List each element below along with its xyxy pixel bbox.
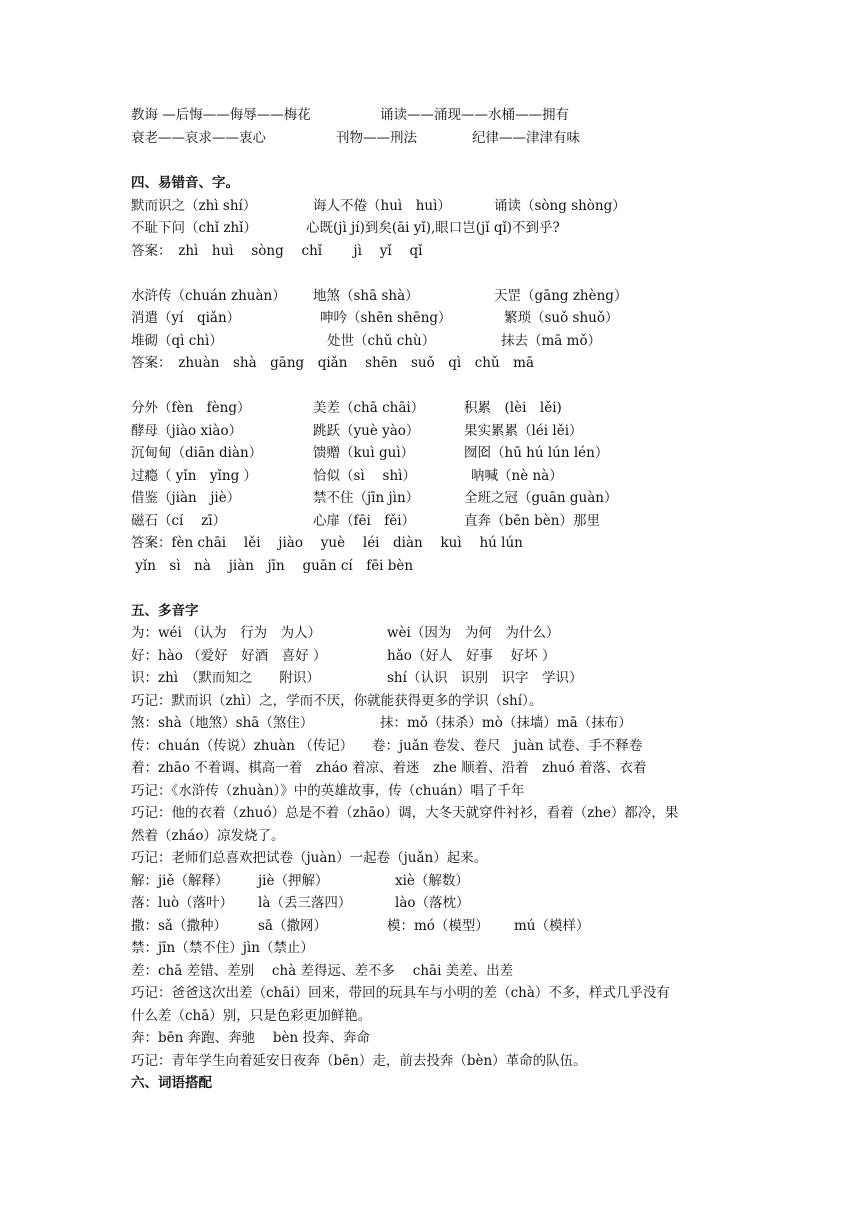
word-chain: 诵读——涌现——水桶——拥有 [380, 107, 569, 123]
pinyin-item: 过瘾（ yǐn yǐng ） [131, 468, 258, 484]
pinyin-item: 恰似（sì shì） [313, 468, 416, 484]
pinyin-row [131, 307, 619, 329]
polyphone-item: 煞：shà（地煞）shā（煞住） [131, 715, 314, 731]
polyphone-item: 传：chuán（传说）zhuàn （传记） [131, 738, 354, 754]
pinyin-item: 囫囵（hū hú lún lén） [464, 445, 609, 461]
polyphone-item: 识：zhì （默而知之 附识） [131, 670, 320, 686]
pinyin-item: 心扉（fēi fěi） [313, 513, 416, 529]
pinyin-row [131, 397, 562, 419]
pinyin-row [131, 195, 626, 217]
pinyin-item: 地煞（shā shà） [313, 288, 419, 304]
mnemonic-line: 巧记：老师们总喜欢把试卷（juàn）一起卷（juǎn）起来。 [131, 850, 488, 866]
polyphone-item: jiè（押解） [258, 873, 329, 889]
section-heading: 六、词语搭配 [131, 1075, 212, 1091]
polyphone-item: 卷：juǎn 卷发、卷尺 juàn 试卷、手不释卷 [372, 738, 643, 754]
polyphone-row [131, 915, 590, 937]
word-chain: 纪律——津津有味 [472, 130, 580, 146]
polyphone-item: 抹：mǒ（抹杀）mò（抹墙）mā（抹布） [380, 715, 632, 731]
mnemonic-line: 巧记：《水浒传（zhuàn）》中的英雄故事，传（chuán）唱了千年 [131, 783, 525, 799]
pinyin-item: 积累 (lèi lěi) [464, 400, 562, 416]
polyphone-row [131, 735, 643, 757]
pinyin-item: 不耻下问（chǐ zhǐ） [131, 220, 257, 236]
answer-line: 答案：fèn chāi lěi jiào yuè léi diàn kuì hú lún [131, 535, 523, 551]
polyphone-row [131, 667, 583, 689]
word-chain: 教诲 —后悔——侮辱——梅花 [131, 107, 311, 123]
pinyin-row [131, 285, 628, 307]
pinyin-item: 诵读（sòng shòng） [494, 198, 626, 214]
pinyin-row [131, 465, 563, 487]
word-chain: 衰老——哀求——衷心 [131, 130, 266, 146]
pinyin-row [131, 442, 609, 464]
polyphone-item: shí（认识 识别 识字 学识） [387, 670, 583, 686]
pinyin-item: 馈赠（kuì guì） [313, 445, 415, 461]
mnemonic-line: 然着（zháo）凉发烧了。 [131, 828, 285, 844]
polyphone-item: sā（撒网） [258, 918, 327, 934]
pinyin-item: 分外（fèn fèng） [131, 400, 251, 416]
pinyin-item: 默而识之（zhì shí） [131, 198, 257, 214]
pinyin-item: 天罡（gāng zhèng） [494, 288, 628, 304]
polyphone-row [131, 870, 469, 892]
polyphone-item: hǎo（好人 好事 好坏 ） [387, 648, 556, 664]
polyphone-line: 禁：jīn（禁不住）jìn（禁止） [131, 940, 314, 956]
pinyin-row [131, 510, 600, 532]
pinyin-item: 处世（chǔ chù） [327, 333, 436, 349]
polyphone-item: 为：wéi （认为 行为 为人） [131, 625, 322, 641]
polyphone-item: 模：mó（模型） [387, 918, 489, 934]
pinyin-row [131, 420, 583, 442]
answer-line: yǐn sì nà jiàn jīn guān cí fēi bèn [131, 558, 414, 574]
polyphone-item: xiè（解数） [395, 873, 469, 889]
pinyin-item: 水浒传（chuán zhuàn） [131, 288, 286, 304]
pinyin-item: 心既(jì jí)到矣(āi yǐ),眼口岂(jǐ qǐ)不到乎? [306, 220, 560, 236]
polyphone-item: 落：luò（落叶） [131, 895, 234, 911]
pinyin-row [131, 487, 618, 509]
polyphone-row [131, 892, 470, 914]
section-heading: 四、易错音、字。 [131, 175, 239, 191]
pinyin-item: 沉甸甸（diān diàn） [131, 445, 263, 461]
mnemonic-line: 巧记：默而识（zhì）之，学而不厌，你就能获得更多的学识（shí）。 [131, 693, 543, 709]
mnemonic-line: 什么差（chā）别，只是色彩更加鲜艳。 [131, 1008, 372, 1024]
mnemonic-line: 巧记：青年学生向着延安日夜奔（bēn）走，前去投奔（bèn）革命的队伍。 [131, 1053, 587, 1069]
pinyin-item: 酵母（jiào xiào） [131, 423, 243, 439]
polyphone-item: là（丢三落四） [258, 895, 352, 911]
polyphone-row [131, 622, 560, 644]
answer-line: 答案： zhì huì sòng chǐ jì yǐ qǐ [131, 243, 423, 259]
answer-line: 答案： zhuàn shà gāng qiǎn shēn suǒ qì chǔ mā [131, 355, 535, 371]
word-chain-line [131, 127, 580, 149]
pinyin-item: 抹去（mā mǒ） [501, 333, 602, 349]
mnemonic-line: 巧记：他的衣着（zhuó）总是不着（zhāo）调，大冬天就穿件衬衫，看着（zhe）都冷，果 [131, 805, 679, 821]
pinyin-row [131, 217, 560, 239]
pinyin-item: 直奔（bēn bèn）那里 [464, 513, 600, 529]
pinyin-item: 繁琐（suǒ shuǒ） [504, 310, 619, 326]
polyphone-line: 着：zhāo 不着调、棋高一着 zháo 着凉、着迷 zhe 顺着、沿着 zhuó 着落、衣着 [131, 760, 647, 776]
pinyin-item: 堆砌（qì chì） [131, 333, 223, 349]
polyphone-item: 解：jiě（解释） [131, 873, 229, 889]
polyphone-row [131, 712, 632, 734]
pinyin-item: 美差（chā chāi） [313, 400, 425, 416]
pinyin-item: 跳跃（yuè yào） [313, 423, 420, 439]
pinyin-item: 借鉴（jiàn jiè） [131, 490, 241, 506]
pinyin-row [131, 330, 602, 352]
section-heading: 五、多音字 [131, 603, 199, 619]
word-chain: 刊物——刑法 [336, 130, 417, 146]
polyphone-item: 好：hào （爱好 好酒 喜好 ） [131, 648, 327, 664]
pinyin-item: 消遣（yí qiǎn） [131, 310, 241, 326]
word-chain-line [131, 104, 569, 126]
pinyin-item: 果实累累（léi lěi） [464, 423, 583, 439]
pinyin-item: 禁不住（jīn jìn） [313, 490, 420, 506]
pinyin-item: 全班之冠（guān guàn） [464, 490, 618, 506]
pinyin-item: 磁石（cí zī） [131, 513, 227, 529]
pinyin-item: 呐喊（nè nà） [471, 468, 563, 484]
polyphone-item: 撒：sǎ（撒种） [131, 918, 227, 934]
polyphone-item: wèi（因为 为何 为什么） [387, 625, 560, 641]
pinyin-item: 诲人不倦（huì huì） [313, 198, 451, 214]
polyphone-item: lào（落枕） [395, 895, 470, 911]
polyphone-line: 奔：bēn 奔跑、奔驰 bèn 投奔、奔命 [131, 1030, 371, 1046]
polyphone-row [131, 645, 556, 667]
polyphone-item: mú（模样） [514, 918, 590, 934]
pinyin-item: 呻吟（shēn shēng） [320, 310, 452, 326]
mnemonic-line: 巧记：爸爸这次出差（chāi）回来，带回的玩具车与小明的差（chà）不多，样式几乎没有 [131, 985, 670, 1001]
polyphone-line: 差：chā 差错、差别 chà 差得远、差不多 chāi 美差、出差 [131, 963, 514, 979]
